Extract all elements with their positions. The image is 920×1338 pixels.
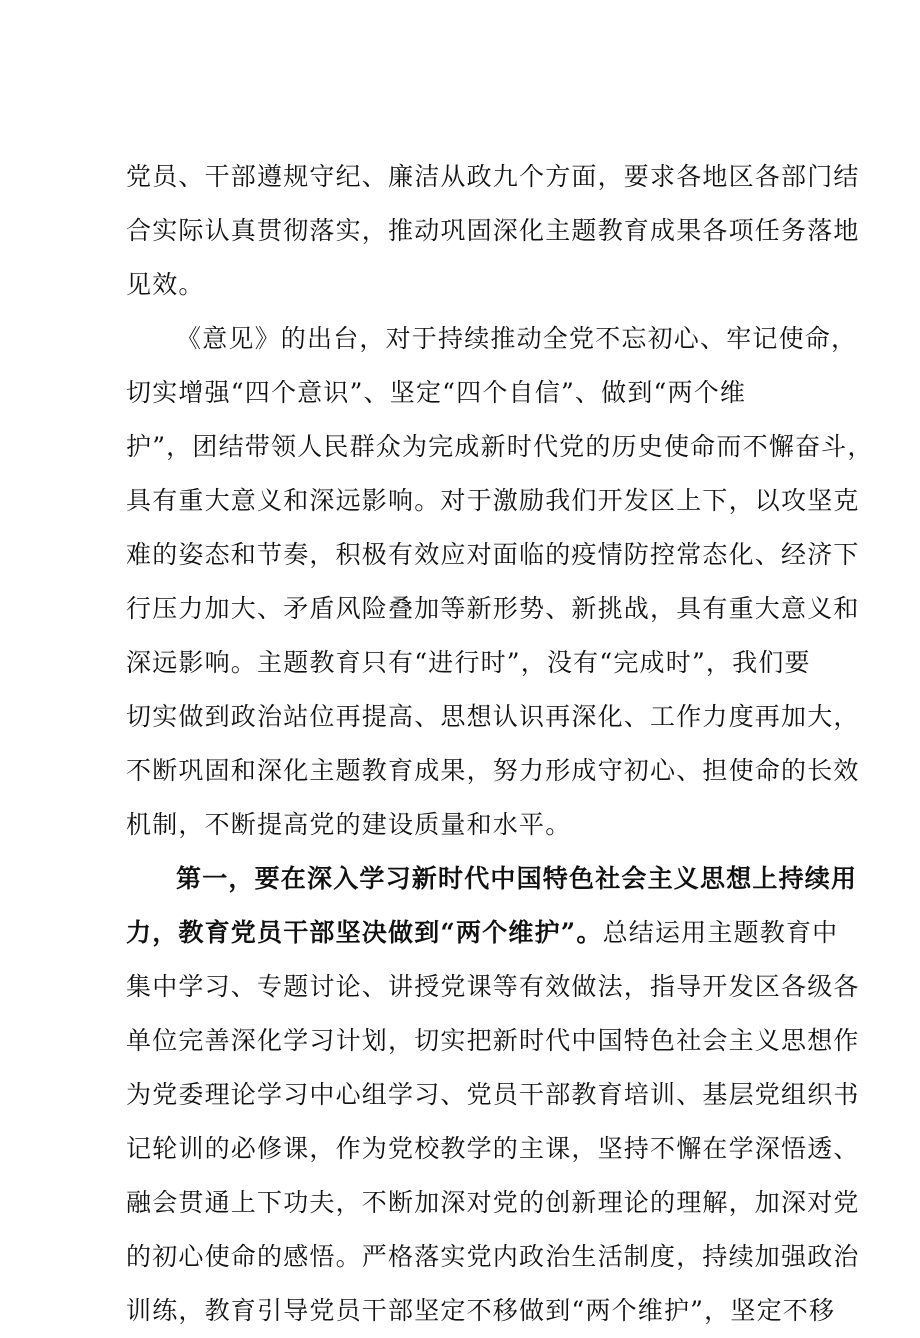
bold-heading-line: 第一，要在深入学习新时代中国特色社会主义思想上持续用 [176, 864, 858, 893]
paragraph-line: 的初心使命的感悟。严格落实党内政治生活制度，持续加强政治 [126, 1242, 860, 1271]
paragraph-1 [126, 150, 860, 312]
paragraph-line: 融会贯通上下功夫，不断加深对党的创新理论的理解，加深对党 [126, 1188, 860, 1217]
paragraph-line: 深远影响。主题教育只有“进行时”，没有“完成时”，我们要 [126, 648, 811, 677]
paragraph-fragment: 总结运用主题教育中 [602, 918, 839, 947]
paragraph-line: 为党委理论学习中心组学习、党员干部教育培训、基层党组织书 [126, 1080, 860, 1109]
paragraph-line: 集中学习、专题讨论、讲授党课等有效做法，指导开发区各级各 [126, 972, 860, 1001]
paragraph-line: 见效。 [126, 270, 205, 299]
paragraph-line: 切实增强“四个意识”、坚定“四个自信”、做到“两个维 [126, 378, 747, 407]
paragraph-line: 机制，不断提高党的建设质量和水平。 [126, 810, 572, 839]
paragraph-line: 《意见》的出台，对于持续推动全党不忘初心、牢记使命， [176, 324, 858, 353]
paragraph-line: 行压力加大、矛盾风险叠加等新形势、新挑战，具有重大意义和 [126, 594, 860, 623]
paragraph-line: 护”，团结带领人民群众为完成新时代党的历史使命而不懈奋斗， [126, 432, 874, 461]
document-body [126, 150, 874, 1338]
mixed-line [126, 906, 839, 960]
paragraph-line: 单位完善深化学习计划，切实把新时代中国特色社会主义思想作 [126, 1026, 860, 1055]
bold-heading-fragment: 力，教育党员干部坚决做到“两个维护”。 [126, 918, 603, 947]
paragraph-3 [126, 852, 860, 1338]
paragraph-line: 记轮训的必修课，作为党校教学的主课，坚持不懈在学深悟透、 [126, 1134, 860, 1163]
paragraph-line: 难的姿态和节奏，积极有效应对面临的疫情防控常态化、经济下 [126, 540, 860, 569]
paragraph-line: 不断巩固和深化主题教育成果，努力形成守初心、担使命的长效 [126, 756, 860, 785]
paragraph-line: 训练，教育引导党员干部坚定不移做到“两个维护”，坚定不移 [126, 1296, 836, 1325]
paragraph-line: 切实做到政治站位再提高、思想认识再深化、工作力度再加大， [126, 702, 860, 731]
paragraph-line: 合实际认真贯彻落实，推动巩固深化主题教育成果各项任务落地 [126, 216, 860, 245]
paragraph-line: 党员、干部遵规守纪、廉洁从政九个方面，要求各地区各部门结 [126, 162, 860, 191]
paragraph-2 [126, 312, 874, 852]
paragraph-line: 具有重大意义和深远影响。对于激励我们开发区上下，以攻坚克 [126, 486, 860, 515]
